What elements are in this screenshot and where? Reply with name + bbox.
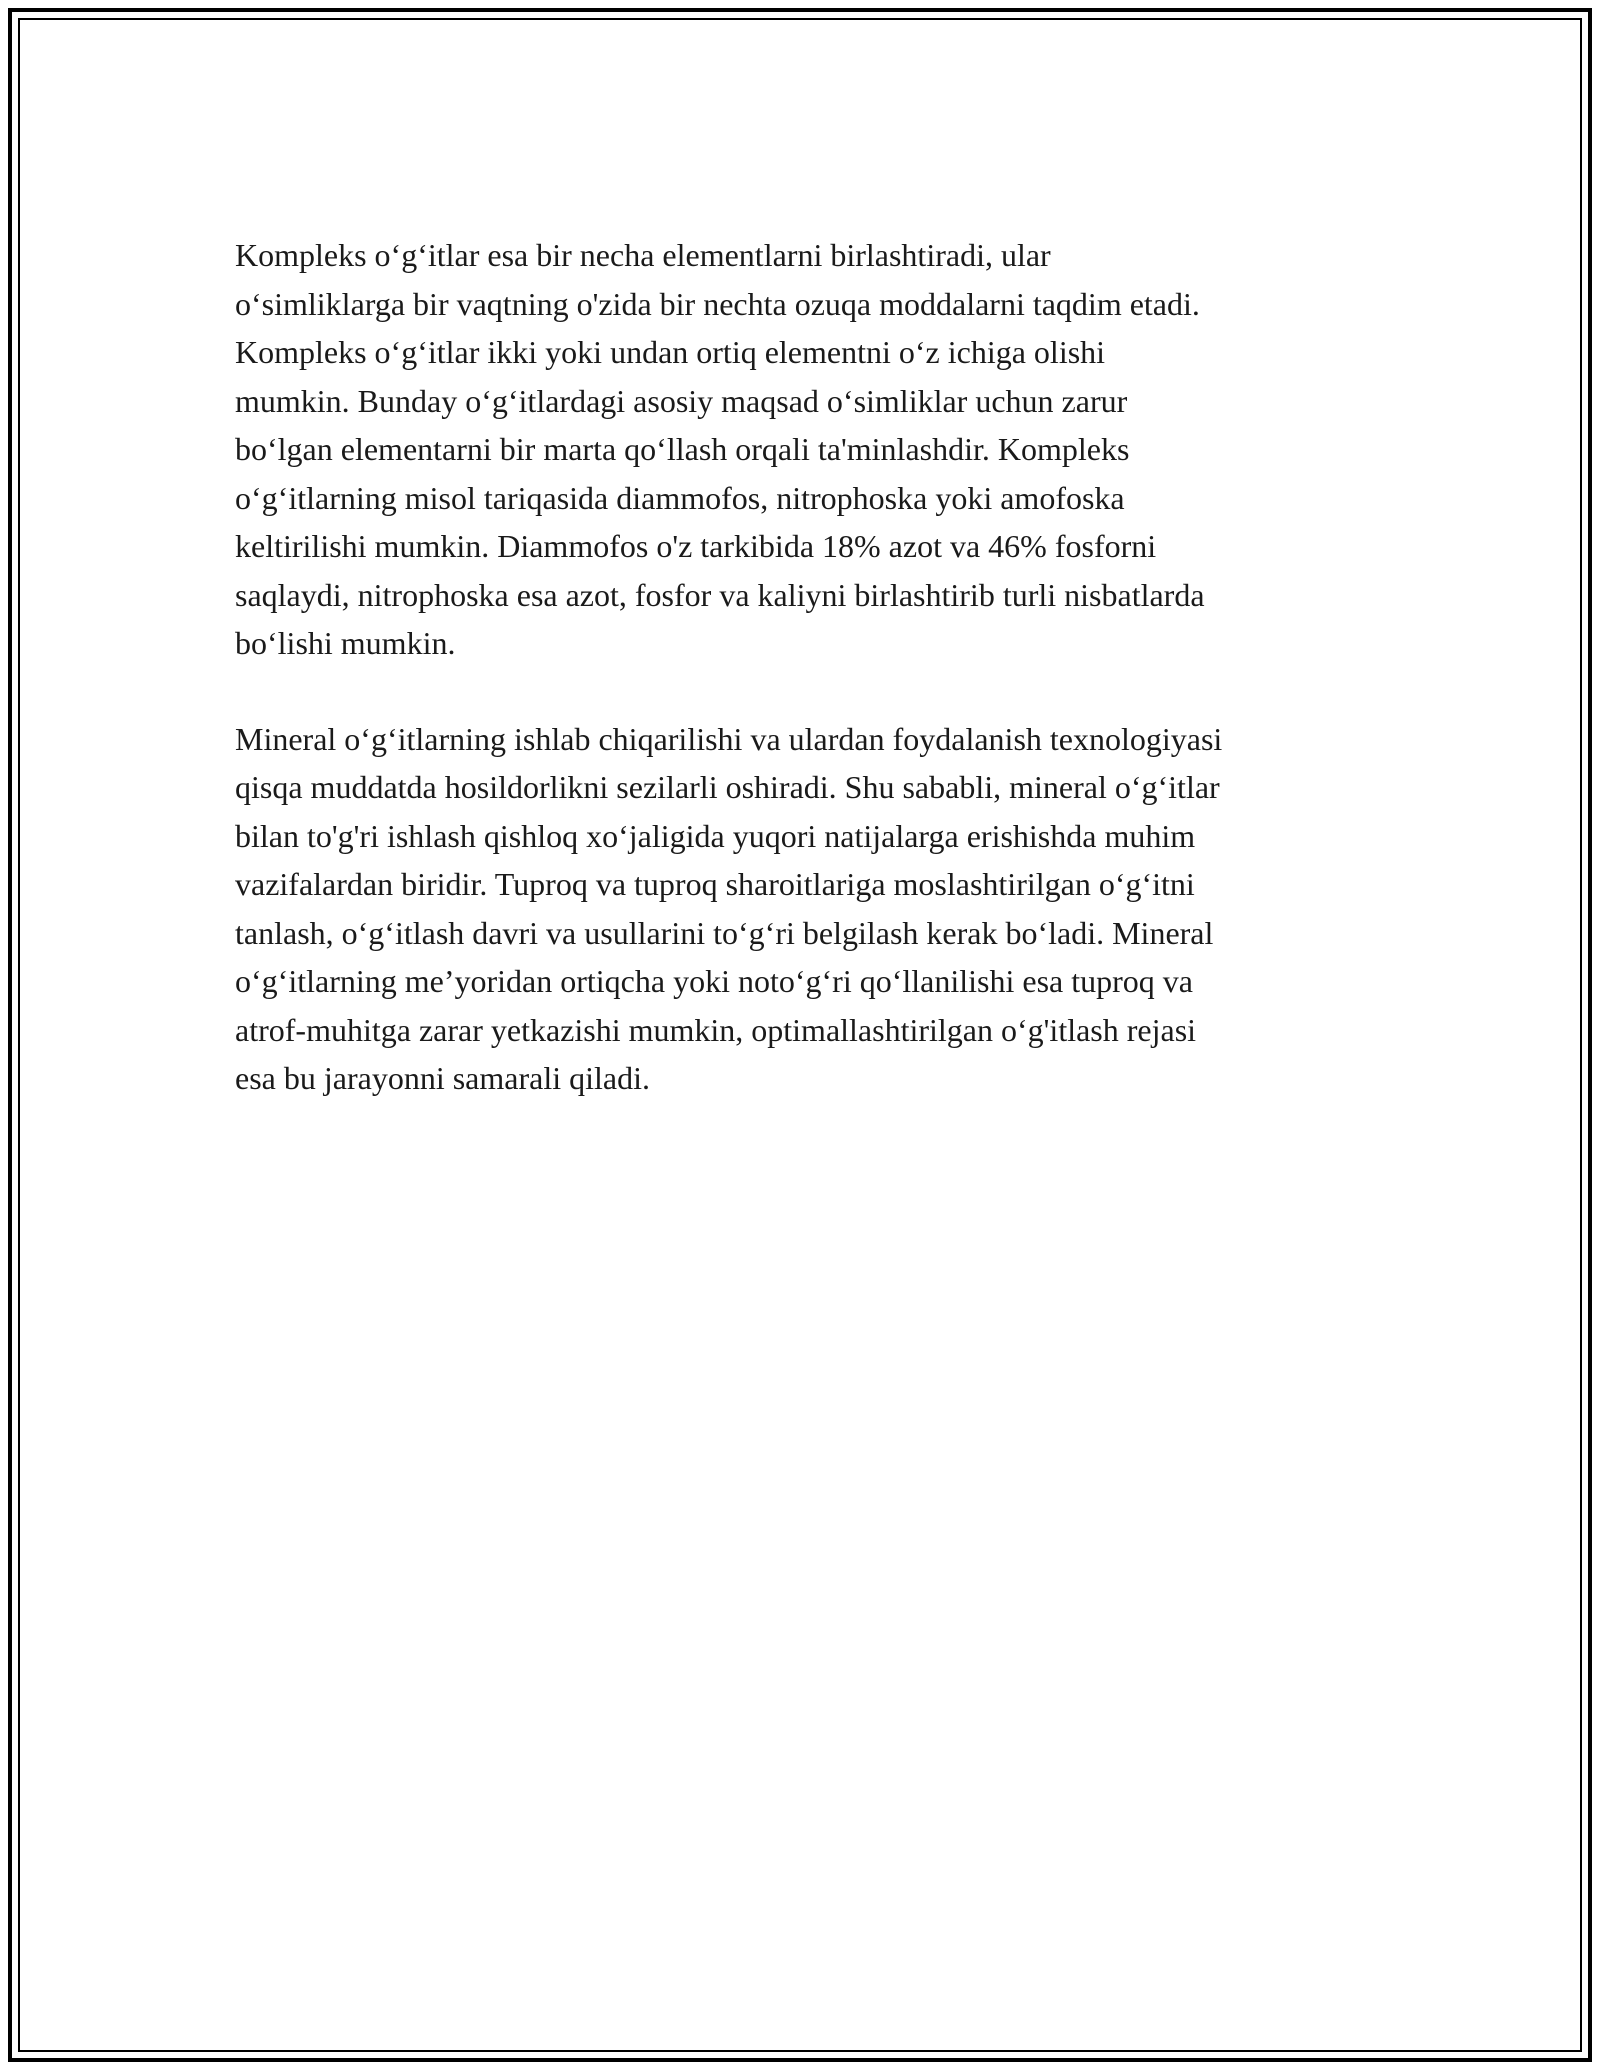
text-line: keltirilishi mumkin. Diammofos o'z tarkibida 18% azot va 46% fosforni (235, 528, 1157, 564)
text-line: qisqa muddatda hosildorlikni sezilarli oshiradi. Shu sababli, mineral o‘g‘itlar (235, 769, 1220, 805)
text-line: tanlash, o‘g‘itlash davri va usullarini to‘g‘ri belgilash kerak bo‘ladi. Mineral (235, 914, 1214, 951)
text-line: o‘g‘itlarning misol tariqasida diammofos, nitrophoska yoki amofoska (235, 479, 1125, 516)
text-line: bilan to'g'ri ishlash qishloq xo‘jaligida yuqori natijalarga erishishda muhim (235, 817, 1196, 854)
text-line: mumkin. Bunday o‘g‘itlardagi asosiy maqsad o‘simliklar uchun zarur (235, 382, 1128, 419)
text-line: Kompleks o‘g‘itlar esa bir necha elementlarni birlashtiradi, ular (235, 237, 1051, 273)
text-line: saqlaydi, nitrophoska esa azot, fosfor va kaliyni birlashtirib turli nisbatlarda (235, 576, 1205, 613)
text-line: o‘g‘itlarning me’yoridan ortiqcha yoki noto‘g‘ri qo‘llanilishi esa tuproq va (235, 963, 1193, 999)
text-line: atrof-muhitga zarar yetkazishi mumkin, optimallashtirilgan o‘g'itlash rejasi (235, 1011, 1197, 1048)
text-line: bo‘lishi mumkin. (235, 625, 456, 661)
text-line: o‘simliklarga bir vaqtning o'zida bir nechta ozuqa moddalarni taqdim etadi. (235, 285, 1200, 322)
paragraph-mineral-fertilizers (235, 715, 1375, 1103)
text-line: esa bu jarayonni samarali qiladi. (235, 1060, 650, 1096)
text-line: Mineral o‘g‘itlarning ishlab chiqarilishi va ulardan foydalanish texnologiyasi (235, 720, 1223, 757)
text-line: vazifalardan biridir. Tuproq va tuproq sharoitlariga moslashtirilgan o‘g‘itni (235, 866, 1195, 902)
text-line: bo‘lgan elementarni bir marta qo‘llash orqali ta'minlashdir. Kompleks (235, 431, 1130, 467)
document-body (235, 231, 1375, 1103)
paragraph-complex-fertilizers (235, 231, 1375, 668)
text-line: Kompleks o‘g‘itlar ikki yoki undan ortiq elementni o‘z ichiga olishi (235, 334, 1106, 370)
